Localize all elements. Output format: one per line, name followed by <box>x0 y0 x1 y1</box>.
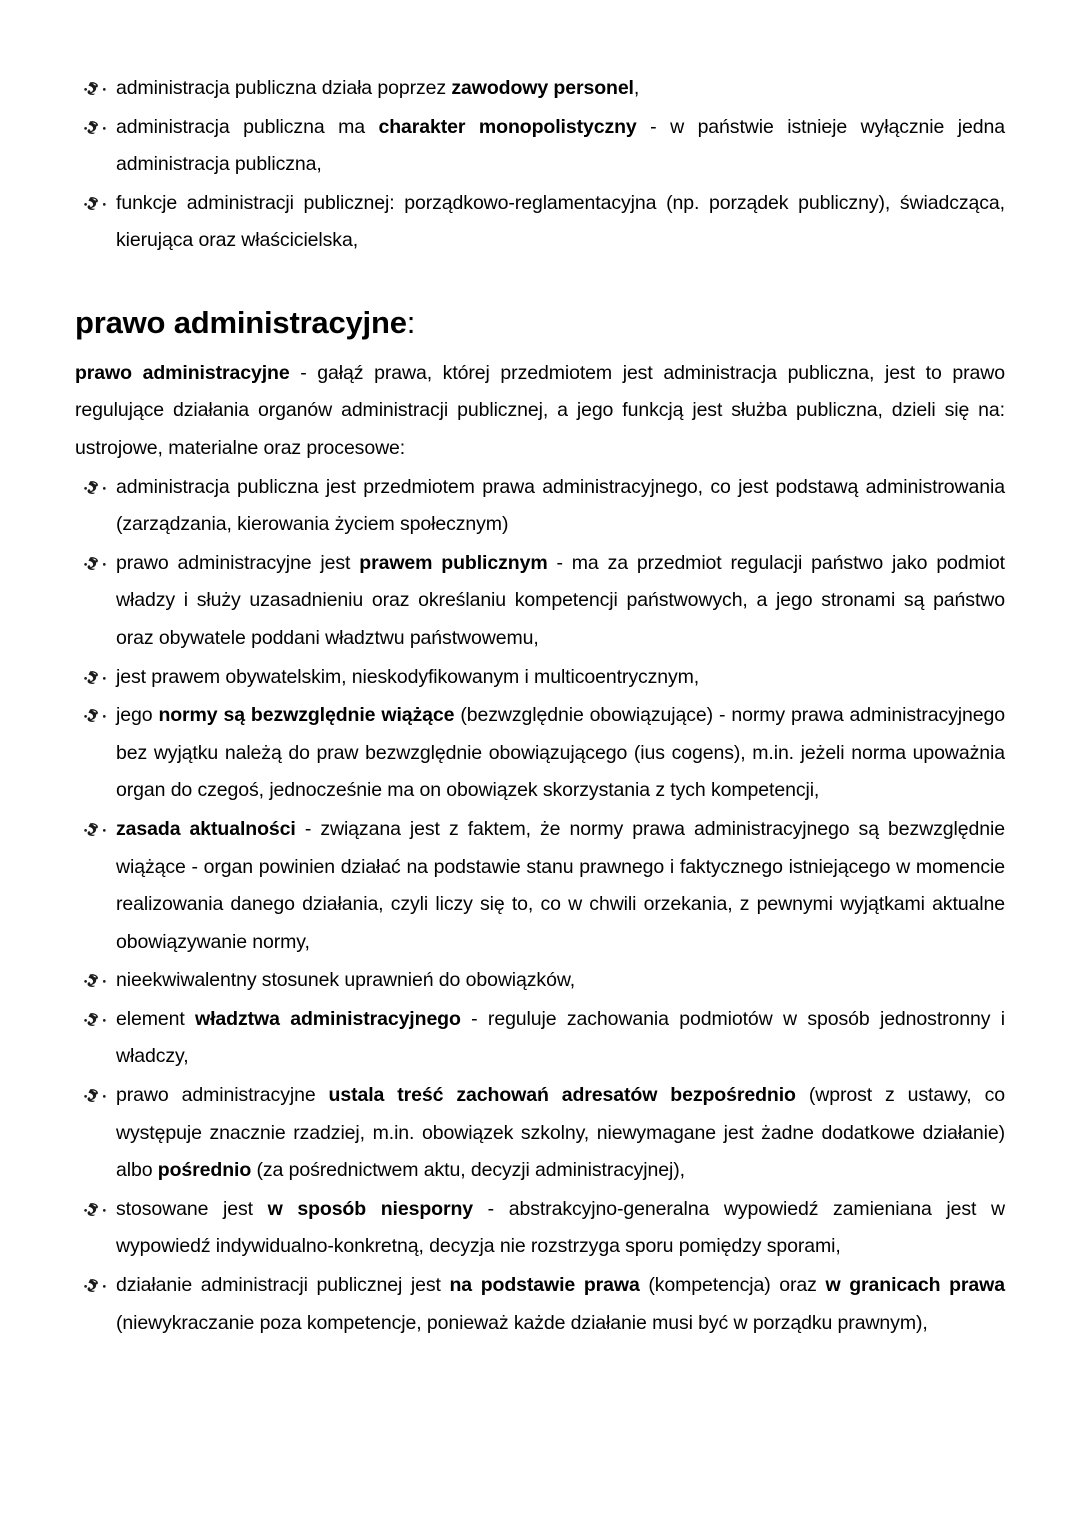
section-bullet-item <box>75 1191 1005 1266</box>
leaf-dingbat-bullet-icon <box>84 697 110 735</box>
section-bullet-item-text: działanie administracji publicznej jest na podstawie prawa (kompetencja) oraz w granicach prawa (niewykraczanie poza kompetencje, ponieważ każde działanie musi być w porządku prawnym), <box>116 1274 1005 1334</box>
section-bullet-item <box>75 811 1005 961</box>
intro-bullet-item-text: administracja publiczna ma charakter monopolistyczny - w państwie istnieje wyłącznie jedna administracja publiczna, <box>116 115 1005 176</box>
intro-bullet-item-text: administracja publiczna działa poprzez zawodowy personel, <box>116 77 640 99</box>
leaf-dingbat-bullet-icon <box>84 109 110 147</box>
intro-bullet-item <box>75 185 1005 260</box>
section-bullet-item <box>75 962 1005 1000</box>
leaf-dingbat-bullet-icon <box>84 1077 110 1115</box>
definition-paragraph: prawo administracyjne - gałąź prawa, której przedmiotem jest administracja publiczna, jest to prawo regulujące działania organów administracji publicznej, a jego funkcją jest służba publiczna, dzieli się na: ustrojowe, materialne oraz procesowe: <box>75 361 1005 459</box>
section-bullet-item <box>75 697 1005 810</box>
leaf-dingbat-bullet-icon <box>84 1001 110 1039</box>
section-bullet-item <box>75 1267 1005 1342</box>
leaf-dingbat-bullet-icon <box>84 545 110 583</box>
section-heading-colon: : <box>406 304 416 340</box>
section-bullet-item-text: zasada aktualności - związana jest z faktem, że normy prawa administracyjnego są bezwzględnie wiążące - organ powinien działać na podstawie stanu prawnego i faktycznego istniejącego w momencie realizowania danego działania, czyli liczy się to, co w chwili orzekania, z pewnymi wyjątkami aktualne obowiązywanie normy, <box>116 817 1006 953</box>
section-heading-text: prawo administracyjne <box>75 304 407 340</box>
leaf-dingbat-bullet-icon <box>84 185 110 223</box>
intro-bullet-item <box>75 109 1005 184</box>
section-bullet-item <box>75 545 1005 658</box>
section-bullet-item-text: prawo administracyjne jest prawem publicznym - ma za przedmiot regulacji państwo jako podmiot władzy i służy uzasadnieniu oraz określaniu kompetencji państwowych, a jego stronami są państwo oraz obywatele poddani władztwu państwowemu, <box>116 551 1005 649</box>
leaf-dingbat-bullet-icon <box>84 469 110 507</box>
leaf-dingbat-bullet-icon <box>84 1191 110 1229</box>
section-bullet-item-text: jego normy są bezwzględnie wiążące (bezwzględnie obowiązujące) - normy prawa administracyjnego bez wyjątku należą do praw bezwzględnie obowiązującego (ius cogens), m.in. jeżeli norma upoważnia organ do czegoś, jednocześnie ma on obowiązek skorzystania z tych kompetencji, <box>116 704 1006 802</box>
section-heading <box>75 304 1005 342</box>
section-bullet-item <box>75 1077 1005 1190</box>
leaf-dingbat-bullet-icon <box>84 70 110 108</box>
section-bullet-item <box>75 469 1005 544</box>
intro-bullet-list <box>75 70 1005 260</box>
section-bullet-item-text: prawo administracyjne ustala treść zachowań adresatów bezpośrednio (wprost z ustawy, co występuje znacznie rzadziej, m.in. obowiązek szkolny, niewymagane jest żadne dodatkowe działanie) albo pośrednio (za pośrednictwem aktu, decyzji administracyjnej), <box>116 1084 1005 1182</box>
section-bullet-item-text: nieekwiwalentny stosunek uprawnień do obowiązków, <box>116 969 576 992</box>
section-bullet-item-text: administracja publiczna jest przedmiotem prawa administracyjnego, co jest podstawą administrowania (zarządzania, kierowania życiem społecznym) <box>116 475 1005 536</box>
intro-bullet-item-text: funkcje administracji publicznej: porządkowo-reglamentacyjna (np. porządek publiczny), świadcząca, kierująca oraz właścicielska, <box>116 191 1005 252</box>
leaf-dingbat-bullet-icon <box>84 811 110 849</box>
section-bullet-item <box>75 1001 1005 1076</box>
leaf-dingbat-bullet-icon <box>84 1267 110 1305</box>
section-bullet-list <box>75 469 1005 1343</box>
leaf-dingbat-bullet-icon <box>84 962 110 1000</box>
section-bullet-item <box>75 659 1005 697</box>
section-bullet-item-text: element władztwa administracyjnego - reguluje zachowania podmiotów w sposób jednostronny i władczy, <box>116 1007 1006 1068</box>
section-bullet-item-text: stosowane jest w sposób niesporny - abstrakcyjno-generalna wypowiedź zamieniana jest w wypowiedź indywidualno-konkretną, decyzja nie rozstrzyga sporu pomiędzy sporami, <box>116 1197 1006 1258</box>
section-bullet-item-text: jest prawem obywatelskim, nieskodyfikowanym i multicoentrycznym, <box>116 665 700 688</box>
intro-bullet-item <box>75 70 1005 108</box>
leaf-dingbat-bullet-icon <box>84 659 110 697</box>
